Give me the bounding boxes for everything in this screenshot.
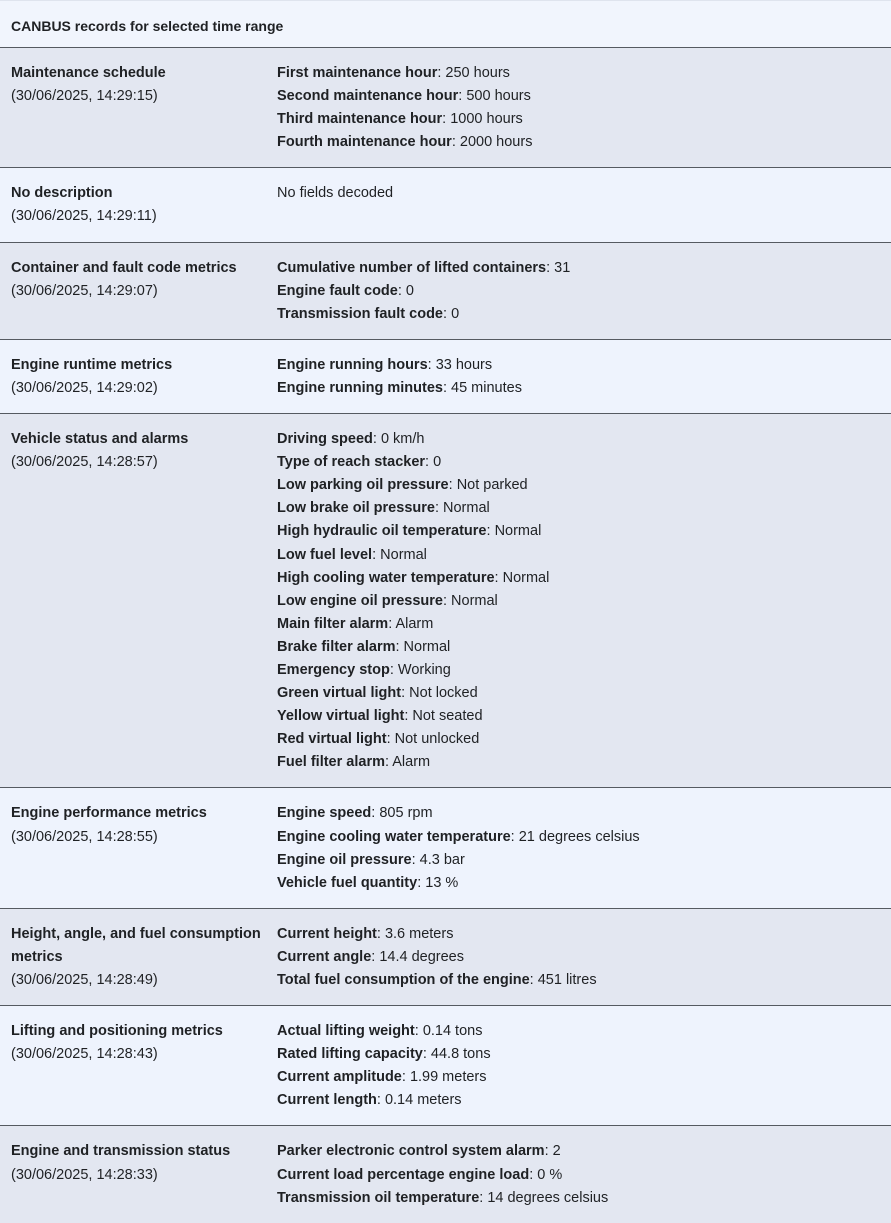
field-line bbox=[277, 705, 880, 728]
field-label: Fourth maintenance hour bbox=[277, 134, 452, 151]
record-title: Maintenance schedule bbox=[11, 65, 166, 81]
record-fields bbox=[277, 1140, 880, 1209]
field-separator: : bbox=[443, 305, 452, 322]
field-value: Not locked bbox=[409, 685, 478, 702]
field-separator: : bbox=[404, 708, 413, 725]
field-separator: : bbox=[442, 111, 451, 128]
field-line bbox=[277, 474, 880, 497]
field-separator: : bbox=[544, 1143, 553, 1160]
field-label: Type of reach stacker bbox=[277, 454, 426, 471]
field-label: Cumulative number of lifted containers bbox=[277, 259, 547, 276]
field-separator: : bbox=[479, 1189, 488, 1206]
field-separator: : bbox=[371, 948, 380, 965]
field-line bbox=[277, 257, 880, 280]
field-line bbox=[277, 728, 880, 751]
field-label: Current angle bbox=[277, 948, 372, 965]
field-value: Working bbox=[397, 661, 451, 678]
field-line bbox=[277, 520, 880, 543]
field-line bbox=[277, 802, 880, 825]
field-label: Brake filter alarm bbox=[277, 638, 396, 655]
record-row bbox=[0, 788, 891, 908]
record-title: Height, angle, and fuel consumption metrics bbox=[11, 925, 261, 965]
field-line bbox=[277, 567, 880, 590]
field-value: 33 hours bbox=[435, 356, 493, 373]
field-value: Normal bbox=[380, 546, 427, 563]
field-value: 31 bbox=[554, 259, 571, 276]
field-label: Low fuel level bbox=[277, 546, 373, 563]
field-label: Rated lifting capacity bbox=[277, 1046, 423, 1063]
field-line bbox=[277, 108, 880, 131]
field-label: Actual lifting weight bbox=[277, 1023, 415, 1040]
field-label: Red virtual light bbox=[277, 731, 387, 748]
field-label: Engine running hours bbox=[277, 356, 428, 373]
field-separator: : bbox=[510, 828, 519, 845]
field-line bbox=[277, 1066, 880, 1089]
field-label: Parker electronic control system alarm bbox=[277, 1143, 545, 1160]
field-label: Vehicle fuel quantity bbox=[277, 874, 418, 891]
field-label: Third maintenance hour bbox=[277, 111, 443, 128]
record-title: No description bbox=[11, 185, 113, 202]
field-value: 14.4 degrees bbox=[379, 948, 464, 965]
field-line bbox=[277, 613, 880, 636]
record-timestamp: (30/06/2025, 14:29:15) bbox=[11, 88, 158, 105]
panel-title: CANBUS records for selected time range bbox=[0, 0, 891, 48]
field-value: 45 minutes bbox=[451, 379, 522, 396]
field-line bbox=[277, 636, 880, 659]
record-header bbox=[11, 62, 277, 154]
record-fields bbox=[277, 182, 880, 228]
field-label: Engine speed bbox=[277, 805, 372, 822]
field-value: 0 bbox=[433, 454, 442, 471]
field-line bbox=[277, 1140, 880, 1163]
record-row bbox=[0, 168, 891, 242]
field-value: 250 hours bbox=[445, 65, 510, 81]
record-row bbox=[0, 414, 891, 788]
field-value: 3.6 meters bbox=[384, 925, 454, 942]
field-separator: : bbox=[414, 1023, 423, 1040]
field-line bbox=[277, 872, 880, 895]
field-separator: : bbox=[458, 88, 467, 105]
field-separator: : bbox=[372, 546, 381, 563]
field-separator: : bbox=[451, 134, 460, 151]
record-title: Container and fault code metrics bbox=[11, 259, 237, 276]
field-separator: : bbox=[486, 523, 495, 540]
record-fields bbox=[277, 802, 880, 894]
record-fields bbox=[277, 923, 880, 992]
record-row bbox=[0, 243, 891, 340]
field-label: Engine cooling water temperature bbox=[277, 828, 511, 845]
field-line bbox=[277, 428, 880, 451]
field-label: Low engine oil pressure bbox=[277, 592, 443, 609]
field-line bbox=[277, 1043, 880, 1066]
field-label: Current height bbox=[277, 925, 377, 942]
record-timestamp: (30/06/2025, 14:29:07) bbox=[11, 282, 158, 299]
field-line bbox=[277, 303, 880, 326]
field-value: Normal bbox=[451, 592, 498, 609]
record-row bbox=[0, 909, 891, 1006]
record-fields bbox=[277, 62, 880, 154]
record-timestamp: (30/06/2025, 14:28:49) bbox=[11, 972, 158, 988]
field-separator: : bbox=[389, 661, 398, 678]
field-label: Green virtual light bbox=[277, 685, 402, 702]
record-header bbox=[11, 802, 277, 894]
field-line bbox=[277, 85, 880, 108]
field-separator: : bbox=[425, 454, 434, 471]
field-value: 14 degrees celsius bbox=[487, 1189, 609, 1206]
field-value: 0 bbox=[405, 282, 414, 299]
record-timestamp: (30/06/2025, 14:29:02) bbox=[11, 379, 158, 396]
record-header bbox=[11, 1020, 277, 1112]
field-separator: : bbox=[384, 754, 393, 771]
field-label: Low brake oil pressure bbox=[277, 500, 435, 517]
field-line bbox=[277, 849, 880, 872]
field-separator: : bbox=[434, 500, 444, 517]
field-line bbox=[277, 946, 880, 969]
field-line bbox=[277, 590, 880, 613]
field-separator: : bbox=[372, 431, 381, 448]
field-value: 4.3 bar bbox=[419, 851, 465, 868]
field-value: Normal bbox=[502, 569, 550, 586]
record-header bbox=[11, 1140, 277, 1209]
field-line bbox=[277, 923, 880, 946]
record-header bbox=[11, 923, 277, 992]
field-value: 1.99 meters bbox=[409, 1069, 487, 1086]
record-title: Engine and transmission status bbox=[11, 1143, 231, 1160]
no-fields-note: No fields decoded bbox=[277, 185, 394, 202]
field-line bbox=[277, 659, 880, 682]
field-separator: : bbox=[546, 259, 555, 276]
record-fields bbox=[277, 1020, 880, 1112]
field-value: Normal bbox=[443, 500, 490, 517]
field-label: High hydraulic oil temperature bbox=[277, 523, 487, 540]
field-line bbox=[277, 969, 880, 992]
field-label: Engine running minutes bbox=[277, 379, 443, 396]
field-value: 500 hours bbox=[466, 88, 531, 105]
field-label: Engine oil pressure bbox=[277, 851, 412, 868]
field-label: High cooling water temperature bbox=[277, 569, 495, 586]
field-line bbox=[277, 131, 880, 154]
record-title: Engine runtime metrics bbox=[11, 356, 173, 373]
field-value: 0 km/h bbox=[380, 431, 425, 448]
record-timestamp: (30/06/2025, 14:28:57) bbox=[11, 454, 158, 471]
field-value: Normal bbox=[403, 638, 451, 655]
record-fields bbox=[277, 354, 880, 400]
field-label: First maintenance hour bbox=[277, 65, 438, 81]
field-separator: : bbox=[427, 356, 436, 373]
field-value: Not seated bbox=[412, 708, 483, 725]
field-label: Emergency stop bbox=[277, 661, 390, 678]
field-value: Not parked bbox=[456, 477, 528, 494]
record-header bbox=[11, 257, 277, 326]
field-value: 13 % bbox=[425, 874, 459, 891]
field-value: Not unlocked bbox=[394, 731, 480, 748]
field-separator: : bbox=[437, 65, 446, 81]
field-line bbox=[277, 1187, 880, 1210]
field-value: 1000 hours bbox=[450, 111, 523, 128]
record-timestamp: (30/06/2025, 14:28:33) bbox=[11, 1166, 158, 1183]
field-value: 805 rpm bbox=[379, 805, 433, 822]
field-separator: : bbox=[401, 685, 410, 702]
field-label: Second maintenance hour bbox=[277, 88, 459, 105]
record-row bbox=[0, 340, 891, 414]
record-row bbox=[0, 1126, 891, 1222]
field-separator: : bbox=[386, 731, 395, 748]
field-separator: : bbox=[448, 477, 457, 494]
field-value: 0 % bbox=[537, 1166, 563, 1183]
field-separator: : bbox=[376, 925, 385, 942]
field-value: Alarm bbox=[395, 615, 434, 632]
record-timestamp: (30/06/2025, 14:29:11) bbox=[11, 208, 157, 225]
field-line bbox=[277, 1164, 880, 1187]
field-value: 0.14 meters bbox=[384, 1092, 462, 1109]
field-label: Total fuel consumption of the engine bbox=[277, 972, 530, 988]
record-title: Engine performance metrics bbox=[11, 805, 207, 822]
field-separator: : bbox=[371, 805, 380, 822]
field-line bbox=[277, 1020, 880, 1043]
field-separator: : bbox=[388, 615, 396, 632]
field-line bbox=[277, 354, 880, 377]
record-header bbox=[11, 428, 277, 774]
record-timestamp: (30/06/2025, 14:28:55) bbox=[11, 828, 158, 845]
field-line bbox=[277, 62, 880, 85]
records-list bbox=[0, 48, 891, 1223]
field-line bbox=[277, 682, 880, 705]
field-separator: : bbox=[395, 638, 404, 655]
field-line bbox=[277, 497, 880, 520]
field-value: 0.14 tons bbox=[422, 1023, 483, 1040]
record-row bbox=[0, 48, 891, 168]
field-value: Normal bbox=[494, 523, 542, 540]
field-label: Transmission oil temperature bbox=[277, 1189, 480, 1206]
field-line bbox=[277, 451, 880, 474]
field-line bbox=[277, 751, 880, 774]
field-label: Driving speed bbox=[277, 431, 373, 448]
field-separator: : bbox=[417, 874, 426, 891]
record-timestamp: (30/06/2025, 14:28:43) bbox=[11, 1046, 158, 1063]
field-label: Engine fault code bbox=[277, 282, 398, 299]
field-separator: : bbox=[494, 569, 503, 586]
field-separator: : bbox=[376, 1092, 385, 1109]
field-separator: : bbox=[442, 592, 452, 609]
field-label: Transmission fault code bbox=[277, 305, 443, 322]
record-header bbox=[11, 182, 277, 228]
field-label: Current length bbox=[277, 1092, 377, 1109]
field-separator: : bbox=[442, 379, 452, 396]
field-value: 451 litres bbox=[537, 972, 597, 988]
record-title: Lifting and positioning metrics bbox=[11, 1023, 223, 1040]
field-label: Yellow virtual light bbox=[277, 708, 405, 725]
field-value: 2000 hours bbox=[459, 134, 533, 151]
record-fields bbox=[277, 428, 880, 774]
record-header bbox=[11, 354, 277, 400]
field-label: Low parking oil pressure bbox=[277, 477, 449, 494]
field-value: 2 bbox=[552, 1143, 561, 1160]
field-line bbox=[277, 826, 880, 849]
record-title: Vehicle status and alarms bbox=[11, 431, 189, 448]
field-line bbox=[277, 377, 880, 400]
field-separator: : bbox=[529, 972, 538, 988]
field-separator: : bbox=[401, 1069, 410, 1086]
record-fields bbox=[277, 257, 880, 326]
field-value: 0 bbox=[451, 305, 460, 322]
field-label: Main filter alarm bbox=[277, 615, 389, 632]
field-line bbox=[277, 1089, 880, 1112]
record-row bbox=[0, 1006, 891, 1126]
field-label: Fuel filter alarm bbox=[277, 754, 385, 771]
field-value: 21 degrees celsius bbox=[518, 828, 640, 845]
field-line bbox=[277, 544, 880, 567]
field-value: 44.8 tons bbox=[430, 1046, 491, 1063]
field-value: Alarm bbox=[392, 754, 431, 771]
field-separator: : bbox=[529, 1166, 538, 1183]
field-separator: : bbox=[422, 1046, 431, 1063]
field-separator: : bbox=[397, 282, 406, 299]
field-line bbox=[277, 280, 880, 303]
field-separator: : bbox=[411, 851, 420, 868]
field-label: Current amplitude bbox=[277, 1069, 402, 1086]
field-label: Current load percentage engine load bbox=[277, 1166, 530, 1183]
